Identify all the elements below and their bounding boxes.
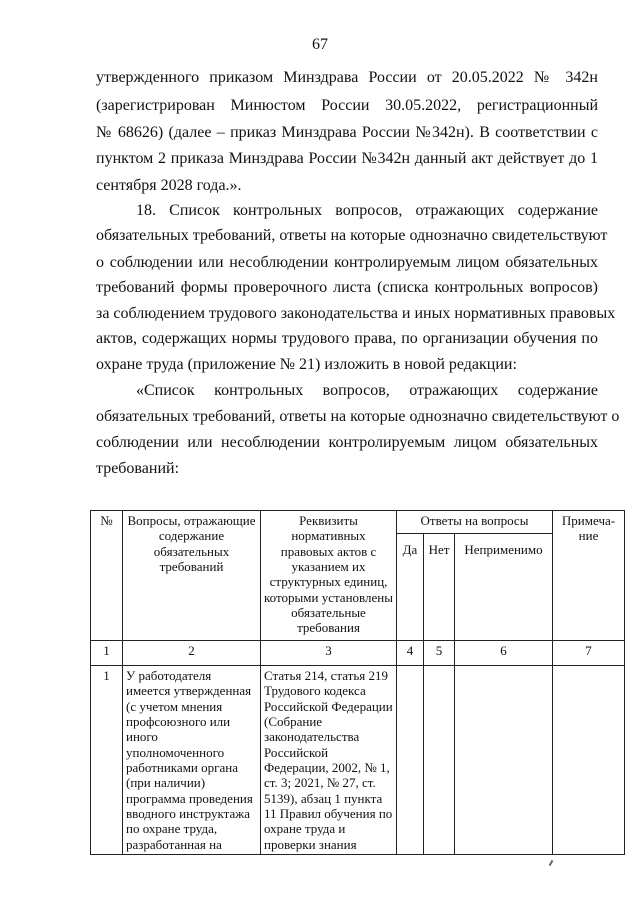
- text-line: № 68626) (далее – приказ Минздрава России №342н). В соответствии с: [96, 124, 598, 141]
- row-question: У работодателя имеется утвержденная (с учетом мнения профсоюзного или иного уполномоченного работниками органа (при наличии) программа проведения вводного инструктажа по охране труда, разработанная на: [123, 666, 261, 855]
- row-note: [553, 666, 625, 855]
- table-header-row: [91, 511, 625, 534]
- header-num: №: [91, 511, 123, 641]
- row-answer-yes: [397, 666, 424, 855]
- text-line: соблюдении или несоблюдении контролируемым лицом обязательных: [96, 434, 598, 451]
- text-line: требований формы проверочного листа (списка контрольных вопросов): [96, 279, 598, 296]
- text-line: 18. Список контрольных вопросов, отражающих содержание: [136, 202, 598, 219]
- text-line: актов, содержащих нормы трудового права, по организации обучения по: [96, 330, 598, 347]
- text-line: требований:: [96, 460, 180, 477]
- header-no: Нет: [424, 534, 455, 641]
- header-note: Примеча-ние: [553, 511, 625, 641]
- column-number: 2: [123, 641, 261, 666]
- header-questions: Вопросы, отражающие содержание обязательных требований: [123, 511, 261, 641]
- column-number: 3: [261, 641, 397, 666]
- table-row: [91, 666, 625, 855]
- text-line: (зарегистрирован Минюстом России 30.05.2022, регистрационный: [96, 97, 598, 114]
- row-answer-no: [424, 666, 455, 855]
- row-answer-na: [455, 666, 553, 855]
- column-number-row: [91, 641, 625, 666]
- header-answers: Ответы на вопросы: [397, 511, 553, 534]
- header-yes: Да: [397, 534, 424, 641]
- row-requisites: Статья 214, статья 219 Трудового кодекса Российской Федерации (Собрание законодательства Российской Федерации, 2002, № 1, ст. 3; 2021, № 27, ст. 5139), абзац 1 пункта 11 Правил обучения по охране труда и проверки знания: [261, 666, 397, 855]
- column-number: 4: [397, 641, 424, 666]
- header-requisites: Реквизиты нормативных правовых актов с указанием их структурных единиц, которыми установлены обязательные требования: [261, 511, 397, 641]
- page-number: 67: [312, 36, 328, 53]
- text-line: «Список контрольных вопросов, отражающих содержание: [136, 382, 598, 399]
- checklist-table: [90, 510, 625, 855]
- header-na: Неприменимо: [455, 534, 553, 641]
- text-line: о соблюдении или несоблюдении контролируемым лицом обязательных: [96, 254, 598, 271]
- text-line: утвержденного приказом Минздрава России от 20.05.2022 № 342н: [96, 69, 598, 86]
- column-number: 6: [455, 641, 553, 666]
- text-line: за соблюдением трудового законодательства и иных нормативных правовых: [96, 305, 616, 322]
- text-line: охране труда (приложение № 21) изложить в новой редакции:: [96, 356, 517, 373]
- text-line: обязательных требований, ответы на которые однозначно свидетельствуют о: [96, 408, 620, 425]
- column-number: 1: [91, 641, 123, 666]
- column-number: 5: [424, 641, 455, 666]
- text-line: пунктом 2 приказа Минздрава России №342н данный акт действует до 1: [96, 150, 598, 167]
- row-num: 1: [91, 666, 123, 855]
- text-line: обязательных требований, ответы на которые однозначно свидетельствуют: [96, 227, 608, 244]
- scan-mark: [549, 860, 554, 866]
- text-line: сентября 2028 года.».: [96, 177, 242, 194]
- column-number: 7: [553, 641, 625, 666]
